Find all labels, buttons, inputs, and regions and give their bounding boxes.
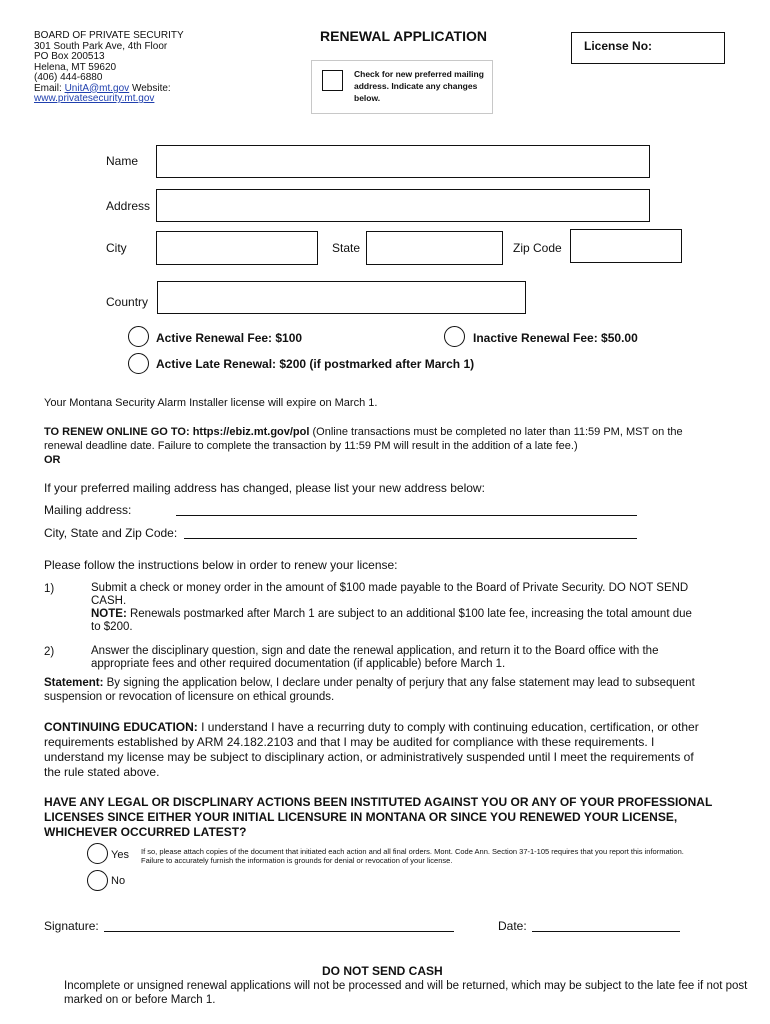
zip-field[interactable] bbox=[570, 229, 682, 263]
online-renewal-lead: TO RENEW ONLINE GO TO: https://ebiz.mt.gov/pol bbox=[44, 426, 310, 438]
online-renewal-text: (Online transactions must be completed no later than 11:59 PM, MST on the renewal deadline date. Failure to complete the transaction by 11:59 PM will result in the addition of a late fee.) bbox=[44, 426, 683, 452]
zip-label: Zip Code bbox=[513, 241, 562, 255]
note-label: NOTE: bbox=[91, 608, 127, 620]
city-label: City bbox=[106, 241, 127, 255]
yes-radio[interactable] bbox=[87, 843, 108, 864]
board-city: Helena, MT 59620 bbox=[34, 61, 117, 73]
board-contact-block bbox=[34, 31, 184, 105]
license-number-label: License No: bbox=[584, 39, 653, 53]
instruction-2-text: Answer the disciplinary question, sign and date the renewal application, and return it to the Board office with the appropriate fees and other required documentation (if applicable) before March 1. bbox=[91, 645, 659, 670]
expire-text: Your Montana Security Alarm Installer license will expire on March 1. bbox=[44, 397, 378, 409]
late-renewal-label: Active Late Renewal: $200 (if postmarked after March 1) bbox=[156, 357, 475, 371]
country-label: Country bbox=[106, 295, 149, 309]
mailing-csz-line[interactable] bbox=[184, 537, 637, 539]
state-label: State bbox=[332, 241, 361, 255]
city-field[interactable] bbox=[156, 231, 318, 265]
email-link[interactable]: UnitA@mt.gov bbox=[64, 82, 130, 94]
late-renewal-radio[interactable] bbox=[128, 353, 149, 374]
online-or: OR bbox=[44, 454, 61, 466]
disciplinary-question: HAVE ANY LEGAL OR DISCPLINARY ACTIONS BEEN INSTITUTED AGAINST YOU OR ANY OF YOUR PROFESSIONAL LICENSES SINCE EITHER YOUR INITIAL LICENSURE IN MONTANA OR SINCE YOU RENEWED YOUR LICENSE, WHICHEVER OCCURRED LATEST? bbox=[44, 795, 713, 839]
statement-text: By signing the application below, I declare under penalty of perjury that any false statement may lead to subsequent suspension or revocation of licensure on ethical grounds. bbox=[44, 677, 695, 703]
website-label: Website: bbox=[129, 82, 171, 94]
ce-text: I understand I have a recurring duty to comply with continuing education, certification, or other requirements established by ARM 24.182.2103 and that I may be audited for compliance with these requirements. I understand my license may be subject to disciplinary action, or administratively suspended until I meet the requirements of the rule stated above. bbox=[44, 720, 699, 779]
mailing-address-line[interactable] bbox=[176, 514, 637, 516]
yes-note: If so, please attach copies of the document that initiated each action and all final orders. Mont. Code Ann. Section 37-1-105 requires that you report this information. Failure to accurately furnish the information is grounds for denial or revocation of your license. bbox=[141, 847, 684, 865]
address-field[interactable] bbox=[156, 189, 650, 222]
address-label: Address bbox=[106, 199, 151, 213]
board-website-row bbox=[34, 94, 184, 105]
website-link[interactable]: www.privatesecurity.mt.gov bbox=[34, 93, 155, 104]
date-line[interactable] bbox=[532, 930, 680, 932]
instruction-1 bbox=[91, 582, 701, 634]
active-renewal-label: Active Renewal Fee: $100 bbox=[156, 331, 303, 345]
inactive-renewal-radio[interactable] bbox=[444, 326, 465, 347]
board-name: BOARD OF PRIVATE SECURITY bbox=[34, 30, 184, 41]
signature-line[interactable] bbox=[104, 930, 454, 932]
preferred-address-text: Check for new preferred mailing address. Indicate any changes below. bbox=[354, 69, 484, 103]
statement bbox=[44, 676, 704, 704]
online-renewal-block bbox=[44, 425, 704, 467]
note-text: Renewals postmarked after March 1 are subject to an additional $100 late fee, increasing the total amount due to $200. bbox=[91, 608, 692, 633]
name-label: Name bbox=[106, 154, 139, 168]
page-title: RENEWAL APPLICATION bbox=[320, 28, 487, 44]
mailing-intro: If your preferred mailing address has changed, please list your new address below: bbox=[44, 481, 485, 495]
statement-label: Statement: bbox=[44, 677, 104, 689]
ce-label: CONTINUING EDUCATION: bbox=[44, 720, 198, 734]
continuing-education bbox=[44, 720, 712, 780]
board-street: 301 South Park Ave, 4th Floor bbox=[34, 40, 168, 52]
instructions-intro: Please follow the instructions below in order to renew your license: bbox=[44, 558, 398, 572]
no-label: No bbox=[111, 875, 126, 887]
country-field[interactable] bbox=[157, 281, 526, 314]
active-renewal-radio[interactable] bbox=[128, 326, 149, 347]
signature-label: Signature: bbox=[44, 919, 99, 933]
no-radio[interactable] bbox=[87, 870, 108, 891]
instruction-1-number: 1) bbox=[44, 583, 55, 595]
yes-label: Yes bbox=[111, 849, 129, 861]
footer-heading: DO NOT SEND CASH bbox=[322, 964, 443, 978]
preferred-address-checkbox[interactable] bbox=[322, 70, 343, 91]
inactive-renewal-label: Inactive Renewal Fee: $50.00 bbox=[473, 331, 638, 345]
board-phone: (406) 444-6880 bbox=[34, 72, 103, 83]
board-pobox: PO Box 200513 bbox=[34, 51, 105, 62]
date-label: Date: bbox=[498, 919, 527, 933]
instruction-1-note bbox=[91, 608, 701, 634]
name-field[interactable] bbox=[156, 145, 650, 178]
instruction-1-text: Submit a check or money order in the amount of $100 made payable to the Board of Private Security. DO NOT SEND CASH. bbox=[91, 582, 689, 607]
footer-text: Incomplete or unsigned renewal applications will not be processed and will be returned, which may be subject to the late fee if not post marked on or before March 1. bbox=[64, 980, 748, 1006]
mailing-csz-label: City, State and Zip Code: bbox=[44, 526, 178, 540]
state-field[interactable] bbox=[366, 231, 503, 265]
email-label: Email: bbox=[34, 82, 65, 94]
instruction-2-number: 2) bbox=[44, 646, 55, 658]
mailing-address-label: Mailing address: bbox=[44, 503, 132, 517]
